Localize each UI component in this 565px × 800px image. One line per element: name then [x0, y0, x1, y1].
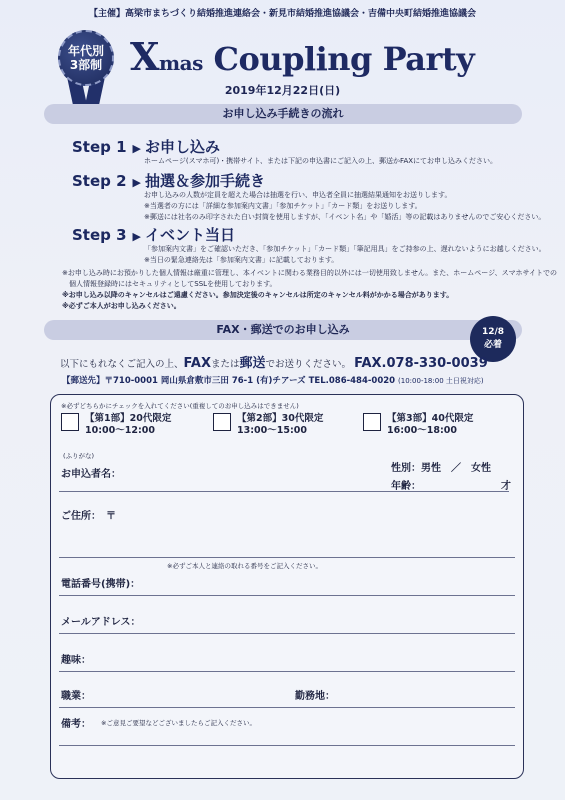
part3-time: 16:00～18:00 — [387, 425, 457, 436]
step3-heading — [72, 224, 235, 245]
privacy-notes — [62, 268, 557, 312]
part3-label: 【第3部】40代限定 — [387, 413, 474, 424]
step2-heading — [72, 170, 265, 191]
medal-disc — [58, 30, 114, 86]
fax-tail: でお送りください。 — [265, 359, 352, 370]
note-line: ※お申し込み時にお預かりした個人情報は厳重に管理し、本イベントに関わる業務目的以外には一切使用致しません。また、ホームページ、スマホサイトでの — [62, 269, 557, 277]
address-main: 【郵送先】〒710-0001 岡山県倉敷市三田 76-1 (有)チアーズ TEL.086-484-0020 — [62, 376, 396, 386]
step1-arrow-icon: ▶ — [132, 142, 142, 155]
event-title — [130, 34, 474, 79]
part2-time: 13:00～15:00 — [237, 425, 307, 436]
fax-instruction — [60, 352, 488, 371]
part1-label: 【第1部】20代限定 — [85, 413, 172, 424]
name-label: お申込者名： — [61, 469, 121, 480]
step2-num: Step 2 — [72, 172, 127, 190]
address-hours: (10:00-18:00 土日祝対応) — [398, 377, 484, 385]
gender-options[interactable]: 男性 ／ 女性 — [421, 463, 491, 474]
step1-text — [144, 156, 497, 167]
gender-label — [391, 459, 491, 474]
email-label: メールアドレス： — [61, 617, 141, 628]
or-word: または — [211, 359, 240, 370]
workplace-label: 勤務地： — [295, 691, 335, 702]
step2-title: 抽選＆参加手続き — [145, 172, 266, 190]
medal-line2: 3部制 — [69, 58, 103, 72]
phone-note: ※必ずご本人と連絡の取れる番号をご記入ください。 — [167, 562, 322, 570]
step3-line: ※当日の緊急連絡先は「参加案内文書」に記載しております。 — [144, 256, 339, 264]
application-form — [50, 394, 524, 779]
option-part2[interactable] — [213, 413, 323, 437]
step3-num: Step 3 — [72, 226, 127, 244]
phone-label: 電話番号(携帯)： — [61, 579, 141, 590]
part1-time: 10:00～12:00 — [85, 425, 155, 436]
email-line[interactable] — [59, 633, 515, 634]
part2-checkbox[interactable] — [213, 413, 231, 431]
note-line: ※お申し込み以降のキャンセルはご遠慮ください。参加決定後のキャンセルは所定のキャンセル料がかかる場合があります。 — [62, 291, 454, 299]
furigana-label: (ふりがな) — [63, 452, 95, 460]
age-label: 年齢： — [391, 481, 421, 492]
form-note: ※必ずどちらかにチェックを入れてください(重複してのお申し込みはできません) — [61, 402, 299, 410]
fax-word: FAX — [183, 356, 211, 371]
job-label: 職業： — [61, 691, 91, 702]
remarks-note: ※ご意見ご要望などございましたらご記入ください。 — [101, 719, 256, 727]
step1-title: お申し込み — [145, 138, 221, 156]
step1-heading — [72, 136, 220, 157]
remarks-label: 備考： — [61, 719, 91, 730]
option-part3[interactable] — [363, 413, 473, 437]
address-label — [61, 507, 116, 522]
step2-line: お申し込みの人数が定員を超えた場合は抽選を行い、申込者全員に抽選結果通知をお送りします。 — [144, 191, 452, 199]
medal-line1: 年代別 — [67, 44, 104, 58]
phone-line[interactable] — [59, 595, 515, 596]
step1-line: ホームページ(スマホ可)・携帯サイト、または下記の申込書にご記入の上、郵送かFAXにてお申し込みください。 — [144, 157, 498, 165]
address-label-text: ご住所： — [61, 511, 96, 522]
event-date: 2019年12月22日(日) — [224, 84, 341, 97]
step2-arrow-icon: ▶ — [132, 176, 142, 189]
title-mas: mas — [158, 51, 203, 75]
part1-checkbox[interactable] — [61, 413, 79, 431]
postal-mark: 〒 — [106, 511, 116, 522]
remarks-line[interactable] — [59, 745, 515, 746]
deadline-label: 必着 — [483, 340, 502, 350]
address-line[interactable] — [59, 557, 515, 558]
organizers-line: 【主催】高梁市まちづくり結婚推進連絡会・新見市結婚推進協議会・吉備中央町結婚推進協議会 — [89, 9, 476, 19]
hobby-line[interactable] — [59, 671, 515, 672]
step3-title: イベント当日 — [145, 226, 236, 244]
step3-arrow-icon: ▶ — [132, 230, 142, 243]
fax-lead: 以下にもれなくご記入の上、 — [60, 359, 184, 370]
name-line[interactable] — [59, 491, 509, 492]
gender-label-text: 性別： — [391, 463, 421, 474]
step2-line: ※当選者の方には「詳細な参加案内文書」「参加チケット」「カード類」をお送りします。 — [144, 202, 422, 210]
note-line: 個人情報登録時にはセキュリティとしてSSLを使用しております。 — [62, 280, 277, 288]
mailing-address — [62, 374, 484, 386]
age-unit: 才 — [501, 481, 511, 492]
fax-number: FAX.078-330-0039 — [354, 356, 488, 371]
deadline-date: 12/8 — [481, 327, 505, 337]
step2-line: ※郵送には社名のみ印字された白い封筒を使用しますが、「イベント名」や「婚活」等の記載はありませんのでご安心ください。 — [144, 213, 546, 221]
section-procedure-band: お申し込み手続きの流れ — [44, 104, 522, 124]
step2-text — [144, 190, 545, 223]
step3-text — [144, 244, 546, 266]
title-rest: Coupling Party — [202, 40, 475, 78]
step3-line: 「参加案内文書」をご確認いただき、「参加チケット」「カード類」「筆記用具」をご持参の上、遅れないようにお越しください。 — [144, 245, 546, 253]
job-line[interactable] — [59, 707, 515, 708]
part3-checkbox[interactable] — [363, 413, 381, 431]
mail-word: 郵送 — [239, 356, 266, 371]
section-fax-band: FAX・郵送でのお申し込み — [44, 320, 522, 340]
step1-num: Step 1 — [72, 138, 127, 156]
option-part1[interactable] — [61, 413, 171, 437]
note-line: ※必ずご本人がお申し込みください。 — [62, 302, 181, 310]
hobby-label: 趣味： — [61, 655, 91, 666]
part2-label: 【第2部】30代限定 — [237, 413, 324, 424]
title-x: X — [130, 34, 159, 79]
